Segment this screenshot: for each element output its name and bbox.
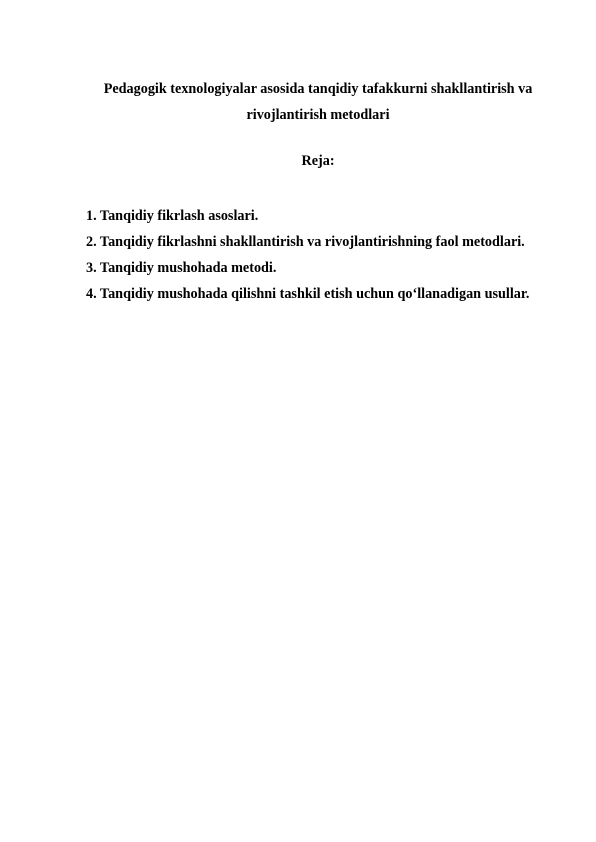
plan-item-2: 2. Tanqidiy fikrlashni shakllantirish va rivojlantirishning faol metodlari. [86, 234, 525, 250]
plan-item-4: 4. Tanqidiy mushohada qilishni tashkil etish uchun qo‘llanadigan usullar. [86, 286, 530, 302]
document-title: Pedagogik texnologiyalar asosida tanqidiy tafakkurni shakllantirish va rivojlantirish metodlari [103, 81, 533, 123]
plan-heading: Reja: [301, 153, 335, 169]
plan-list [86, 203, 552, 307]
plan-item-3: 3. Tanqidiy mushohada metodi. [86, 260, 277, 276]
plan-item-1: 1. Tanqidiy fikrlash asoslari. [86, 208, 259, 224]
